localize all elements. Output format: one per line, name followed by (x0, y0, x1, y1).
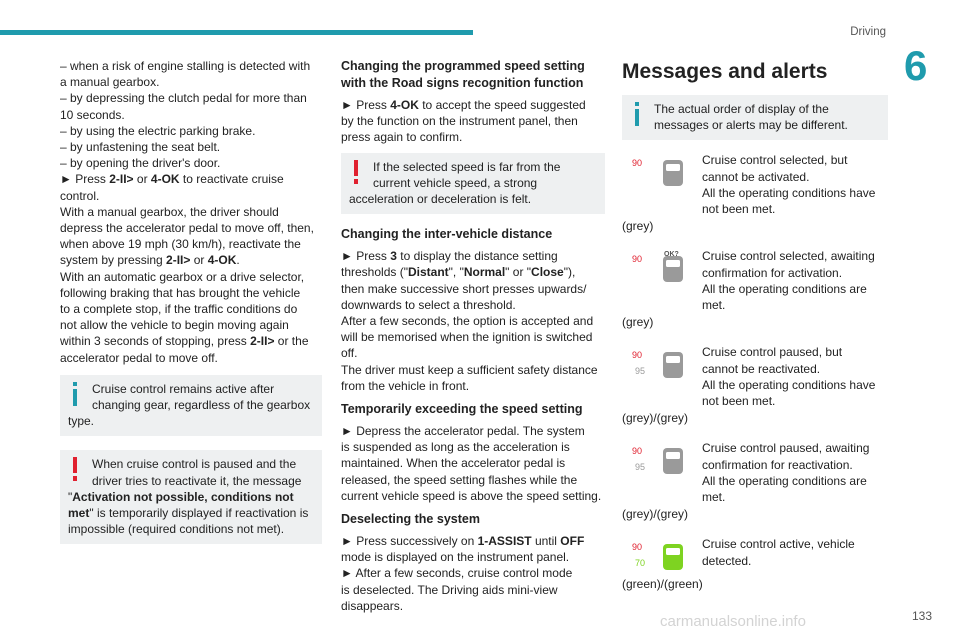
note-line: "Activation not possible, conditions not (68, 489, 294, 504)
text-line: accelerator pedal to move off. (60, 350, 218, 365)
text-line: thresholds ("Distant", "Normal" or "Close"), (341, 265, 576, 280)
text-line: maintained. When the accelerator pedal is (341, 456, 566, 471)
text-line: then make successive short presses upwards/ (341, 281, 587, 296)
text-line: ► Press 2-II> or 4-OK to reactivate cruise (60, 172, 284, 187)
text-line: following braking that has brought the vehicle (60, 285, 301, 300)
message-line: confirmation for reactivation. (702, 457, 853, 472)
vehicle-icon (663, 160, 683, 186)
text-line: will be memorised when the ignition is switched (341, 330, 593, 345)
watermark-text: carmanualsonline.info (660, 613, 806, 630)
message-line: confirmation for activation. (702, 265, 843, 280)
note-line: impossible (required conditions not met). (68, 522, 285, 537)
text-line: off. (341, 346, 358, 361)
message-color-label: (grey)/(grey) (622, 411, 689, 426)
chapter-number: 6 (904, 42, 928, 89)
message-line: All the operating conditions have (702, 377, 876, 392)
text-line: system by pressing 2-II> or 4-OK. (60, 253, 240, 268)
subheading: Changing the inter-vehicle distance (341, 227, 553, 242)
cruise-status-icon (630, 152, 690, 210)
text-line: – by depressing the clutch pedal for more than (60, 91, 307, 106)
vehicle-icon (663, 352, 683, 378)
message-line: not been met. (702, 394, 776, 409)
vehicle-icon (663, 448, 683, 474)
text-line: is suspended as long as the acceleration is (341, 440, 570, 455)
current-speed-text: 95 (635, 366, 646, 377)
message-color-label: (grey) (622, 315, 654, 330)
text-line: current vehicle speed is above the speed setting. (341, 488, 602, 503)
warning-note (341, 153, 605, 215)
message-row (622, 344, 888, 440)
subheading: Changing the programmed speed setting (341, 59, 585, 73)
note-line: The actual order of display of the (654, 102, 829, 116)
message-color-label: (green)/(green) (622, 577, 703, 592)
note-line: driver tries to reactivate it, the message (92, 473, 302, 488)
speed-setting-text: 90 (632, 254, 643, 265)
text-line: 10 seconds. (60, 107, 125, 122)
note-line: acceleration or deceleration is felt. (349, 192, 532, 207)
header-accent-bar (0, 30, 473, 35)
text-line: With a manual gearbox, the driver should (60, 204, 279, 219)
message-line: cannot be reactivated. (702, 361, 821, 376)
text-line: ► Press 4-OK to accept the speed suggested (341, 98, 586, 112)
text-line: ► Press successively on 1-ASSIST until OFF (341, 534, 585, 549)
text-line: when above 19 mph (30 km/h), reactivate the (60, 237, 301, 252)
message-line: met. (702, 490, 726, 505)
note-line: changing gear, regardless of the gearbox (92, 398, 311, 413)
message-line: All the operating conditions are (702, 281, 867, 296)
text-line: After a few seconds, the option is accepted and (341, 314, 594, 329)
note-line: When cruise control is paused and the (92, 457, 297, 472)
message-line: met. (702, 298, 726, 313)
text-line: disappears. (341, 598, 404, 613)
section-heading: Messages and alerts (622, 60, 828, 83)
message-list (622, 152, 888, 596)
current-speed-text: 70 (635, 558, 646, 569)
text-line: – by unfastening the seat belt. (60, 140, 221, 155)
text-line: press again to confirm. (341, 130, 463, 145)
vehicle-icon (663, 256, 683, 282)
page-number: 133 (912, 609, 933, 623)
cruise-status-icon (630, 248, 690, 306)
text-line: released, the speed setting flashes while the (341, 472, 578, 487)
message-line: Cruise control selected, awaiting (702, 249, 875, 264)
speed-setting-text: 90 (632, 350, 643, 361)
column-2 (341, 58, 605, 614)
section-title: Driving (850, 26, 886, 38)
message-description (702, 440, 888, 505)
text-line: ► Depress the accelerator pedal. The system (341, 424, 585, 439)
text-line: ► Press 3 to display the distance setting (341, 249, 558, 264)
message-line: Cruise control active, vehicle (702, 537, 855, 552)
message-row (622, 440, 888, 536)
cruise-status-icon (630, 344, 690, 402)
note-line: If the selected speed is far from the (373, 159, 561, 174)
message-line: All the operating conditions are (702, 473, 867, 488)
info-icon (70, 382, 80, 406)
note-line: type. (68, 414, 95, 429)
note-line: Cruise control remains active after (92, 381, 275, 396)
message-description (702, 248, 888, 313)
text-line: from the vehicle in front. (341, 378, 470, 393)
message-color-label: (grey) (622, 219, 654, 234)
text-line: a manual gearbox. (60, 75, 160, 90)
message-row (622, 536, 888, 596)
current-speed-text: 95 (635, 462, 646, 473)
speed-setting-text: 90 (632, 542, 643, 553)
message-line: detected. (702, 553, 752, 568)
text-line: depress the accelerator pedal to move off, then, (60, 221, 314, 236)
info-note (622, 95, 888, 140)
subheading: with the Road signs recognition function (341, 76, 584, 90)
speed-setting-text: 90 (632, 446, 643, 457)
message-description (702, 152, 888, 217)
text-line: The driver must keep a sufficient safety distance (341, 362, 598, 377)
text-line: – by using the electric parking brake. (60, 123, 256, 138)
warning-icon (70, 457, 80, 481)
subheading: Deselecting the system (341, 512, 480, 527)
message-color-label: (grey)/(grey) (622, 507, 689, 522)
text-line: within 3 seconds of stopping, press 2-II> or the (60, 334, 309, 349)
speed-setting-text: 90 (632, 158, 643, 169)
text-line: control. (60, 188, 100, 203)
text-line: – when a risk of engine stalling is detected with (60, 59, 311, 73)
message-line: Cruise control paused, but (702, 345, 843, 360)
column-1 (60, 58, 322, 552)
message-description (702, 344, 888, 409)
text-line: With an automatic gearbox or a drive selector, (60, 269, 305, 284)
text-line: not allow the vehicle to begin moving again (60, 318, 289, 333)
message-line: not been met. (702, 202, 776, 217)
text-line: by the function on the instrument panel, then (341, 114, 578, 129)
message-row (622, 248, 888, 344)
note-line: messages or alerts may be different. (654, 118, 848, 133)
text-line: mode is displayed on the instrument panel. (341, 550, 570, 565)
text-line: downwards to select a threshold. (341, 297, 516, 312)
message-line: All the operating conditions have (702, 185, 876, 200)
message-line: cannot be activated. (702, 169, 810, 184)
warning-note (60, 450, 322, 544)
note-line: current vehicle speed, a strong (373, 175, 538, 190)
note-line: met" is temporarily displayed if reactivation is (68, 506, 309, 521)
message-row (622, 152, 888, 248)
ok-badge-text: OK? (664, 251, 679, 259)
subheading: Temporarily exceeding the speed setting (341, 402, 583, 417)
text-line: is deselected. The Driving aids mini-view (341, 582, 558, 597)
message-description (702, 536, 888, 568)
text-line: ► After a few seconds, cruise control mode (341, 566, 573, 581)
text-line: – by opening the driver's door. (60, 156, 221, 171)
column-3 (622, 58, 888, 596)
message-line: Cruise control paused, awaiting (702, 441, 870, 456)
vehicle-icon (663, 544, 683, 570)
info-icon (632, 102, 642, 126)
text-line: to a complete stop, if the traffic conditions do (60, 302, 298, 317)
cruise-status-icon (630, 440, 690, 498)
message-line: Cruise control selected, but (702, 153, 848, 168)
info-note (60, 375, 322, 437)
warning-icon (351, 160, 361, 184)
